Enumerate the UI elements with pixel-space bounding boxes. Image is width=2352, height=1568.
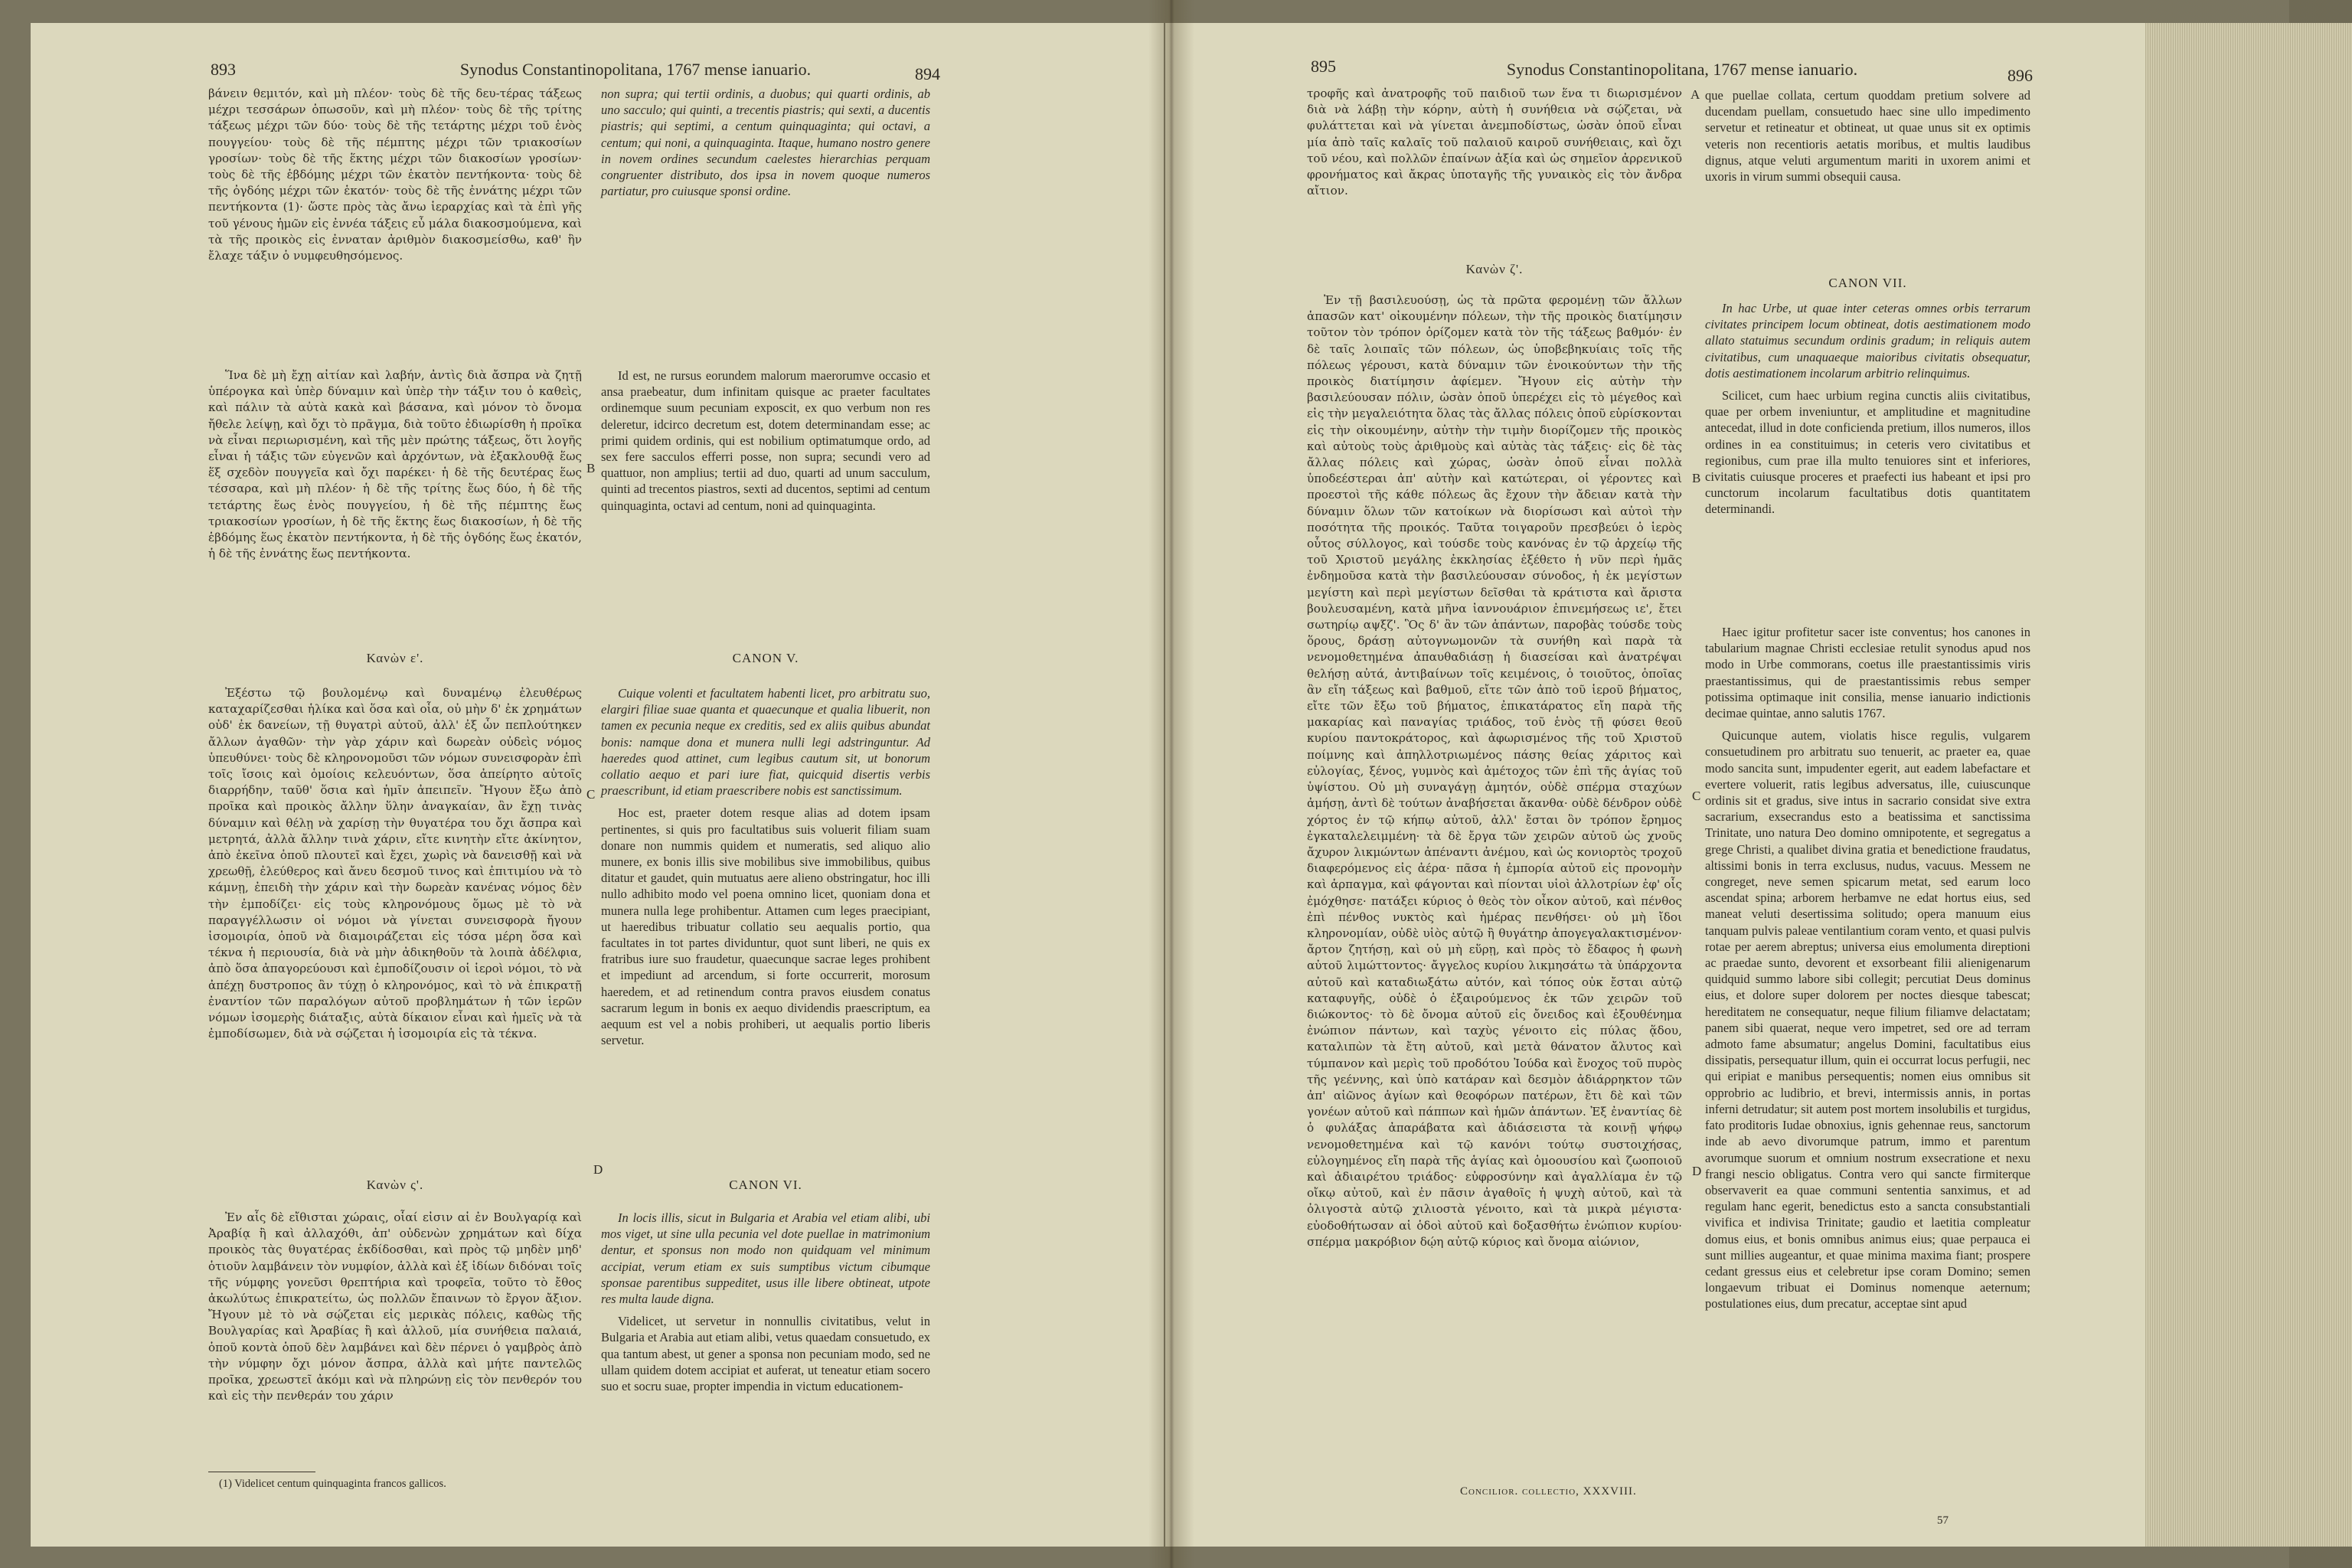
greek-paragraph: βάνειν θεμιτόν, καὶ μὴ πλέον· τοὺς δὲ τῆς δευ-τέρας τάξεως μέχρι τεσσάρων ὁπωσοῦν, καὶ μὴ πλέον· τοὺς δὲ τῆς τρίτης τάξεως μέχρι τῶν δύο· τοὺς δὲ τῆς τετάρτης μέχρι τοῦ ἑνὸς πουγγείου· τοὺς δὲ τῆς πέμπτης μέχρι τῶν τριακοσίων γροσίων· τοὺς δὲ τῆς ἕκτης μέχρι τῶν διακοσίων γροσίων· τοὺς δὲ τῆς ἑβδόμης μέχρι τῶν ἑκατὸν πεντήκοντα· τοὺς δὲ τῆς ὀγδόης μέχρι τῶν ἑκατόν· τοὺς δὲ τῆς ἐννάτης μέχρι τῶν πεντήκοντα (1)· ὥστε πρὸς τὰς ἄνω ἱεραρχίας καὶ τὰ ἐπὶ γῆς τοῦ γένους ἡμῶν εἰς ἐννέα τάξεις εὖ μάλα διακοσμούμενα, καὶ τὰ τῆς προικὸς εἰς ἐνναταν ἀριθμὸν διακοσμείσθω, καθ' ἣν ἔλαχε τάξιν ὁ νυμφευθησόμενος. — [208, 87, 582, 263]
page-number-896: 896 — [2007, 66, 2033, 85]
greek-paragraph: Ἵνα δὲ μὴ ἔχῃ αἰτίαν καὶ λαβήν, ἀντὶς διὰ ἄσπρα νὰ ζητῇ ὑπέρογκα καὶ ὑπὲρ δύναμιν καὶ ὑπὲρ τὴν τάξιν του ὁ καθεὶς, καὶ πάλιν τὰ αὐτὰ κακὰ καὶ βάσανα, καὶ μόνον τὸ ὄνομα ἤθελε λείψῃ, καὶ ὄχι τὸ πρᾶγμα, διὰ τοῦτο ἐδιωρίσθη ἡ προῖκα νὰ εἶναι περιωρισμένη, καὶ τῆς μὲν πρώτης τάξεως, ὅτι λογῆς εἶναι ἡ τάξις τῶν εὐγενῶν καὶ ἀρχόντων, νὰ ἐξακλουθᾷ ἕως ἕξ σχεδὸν πουγγεῖα καὶ ὄχι παρέκει· ἡ δὲ τῆς δευτέρας ἕως τέσσαρα, καὶ μὴ πλέον· ἡ δὲ τῆς τρίτης ἕως δύο, ἡ δὲ τῆς τετάρτης ἕως ἑνὸς πουγγείου, ἡ δὲ τῆς πέμπτης ἕως τριακοσίων γροσίων, ἡ δὲ τῆς ἕκτης ἕως διακοσίων, ἡ δὲ τῆς ἑβδόμης ἕως ἑκατὸν πεντήκοντα, ἡ δὲ τῆς ὀγδόης ἕως ἑκατόν, ἡ δὲ τῆς ἐννάτης ἕως πεντήκοντα. — [208, 368, 582, 561]
footnote: (1) Videlicet centum quinquaginta francos gallicos. — [219, 1478, 446, 1490]
greek-paragraph: Ἐν τῇ βασιλευούσῃ, ὡς τὰ πρῶτα φερομένῃ τῶν ἄλλων ἁπασῶν κατ' οἰκουμένην πόλεων, τὴν τῆς προικὸς διατίμησιν τοῦτον τὸν τρόπον ὁρίζομεν κατὰ τὸν τῆς τάξεως βαθμόν· ἐν δὲ ταῖς λοιπαῖς τῶν πόλεων, ὡς ὑποβεβηκυίαις τοῖς τῆς πόλεως γέρουσι, κατὰ δύναμιν τῶν ἐνοικούντων τὴν τῆς προικὸς διατίμησιν ἀφίεμεν. Ἤγουν εἰς αὐτὴν τὴν βασιλεύουσαν πόλιν, ὡσὰν ὁποῦ ὑπερέχει εἰς τὸ μέγεθος καὶ εἰς τὴν μεγαλειότητα ὅλας τὰς ἄλλας πόλεις ὁποῦ εὑρίσκονται εἰς τὴν οἰκουμένην, αὐτὴν τὴν τιμὴν διορίζομεν τῆς προικὸς καὶ αὐτοὺς τοὺς ἀριθμοὺς καὶ αὐτὰς τὰς τάξεις· εἰς δὲ τὰς ἄλλας πόλεις καὶ χώρας, ὡσὰν ὁποῦ εἶναι πολλὰ ὑποδεέστεραι ἀπ' αὐτὴν καὶ κατώτεραι, οἱ γέροντες καὶ προεστοὶ τῆς κάθε πόλεως ἂς ἔχουν τὴν ἄδειαν κατὰ τὴν δύναμιν ὅλων τῶν κατοίκων νὰ διορίσωσι καὶ αὐτοὶ τὴν ποσότητα τῆς προικός. Ταῦτα τοιγαροῦν πρεσβεύει ὁ ἱερὸς οὗτος σύλλογος, καὶ τούσδε τοὺς κανόνας ἐν τῷ ἀρχείῳ τῆς τοῦ Χριστοῦ μεγάλης ἐκκλησίας ἐξέθετο ἡ νῦν περὶ ἡμᾶς ἐνδημοῦσα κατὰ τὴν βασιλεύουσαν σύνοδος, ἡ ἐκ μεγίστων μεγίστη καὶ περὶ μεγίστων δεῖσθαι τὰ κράτιστα καὶ ἄριστα βουλευσαμένη, κατὰ μῆνα ἰαννουάριον ἐπινεμήσεως ιε', ἔτει σωτηρίῳ αψξζ'. Ὃς δ' ἂν τῶν ἁπάντων, παροβὰς τούσδε τοὺς ὅρους, δράσῃ αὐτογνωμονῶν τὰ συνήθη καὶ παρὰ τὰ νενομοθετημένα ἀπαυθαδιάσῃ ἡ διασείσαι καὶ ἀνατρέψαι θελήσῃ αὐτά, ἀντιβαίνων τοῖς κειμένοις, ὁ τοιοῦτος, ὁποῖας ἂν εἴη τάξεως καὶ βαθμοῦ, εἴτε τῶν ἀπὸ τοῦ ἱεροῦ βήματος, εἴτε τῶν ἔξω τοῦ βήματος, ἐπικατάρατος εἴη παρὰ τῆς μακαρίας καὶ παναγίας τριάδος, τοῦ ἑνὸς τῇ φύσει θεοῦ κυρίου παντοκράτορος, καὶ ἀφωρισμένος τῆς τοῦ Χριστοῦ ποίμνης καὶ ἀπηλλοτριωμένος πάσης θείας χάριτος καὶ εὐλογίας, ξένος, γυμνὸς καὶ ἀμέτοχος τῶν ἐπὶ τῆς ἁγίας τοῦ ὑψίστου. Οὐ μὴ συναγάγῃ ἀμητόν, οὐδὲ σπέρμα σταχύων ἀμήσῃ, ἀντὶ δὲ τούτων ἀναβήσεται ἄκανθα· οὐδὲ δένδρον οὐδὲ χόρτος ἐν τῷ κήπῳ αὐτοῦ, ἀλλ' ἔσται ὃν τρόπον ἔρημος ἐγκαταλελειμμένη· τὰ δὲ ἔργα τῶν χειρῶν αὐτοῦ ὡς χνοῦς ἄχυρον λικμώντων ἀπέναντι ἀνέμου, καὶ ὡς κονιορτὸς τροχοῦ διαφερόμενος εἰς ἀέρα· πᾶσα ἡ ἐμπορία αὐτοῦ εἰς προνομὴν καὶ ἁρπαγμα, καὶ φάγονται καὶ πίονται υἱοὶ ἀλλοτρίων ἐφ' οἷς ἐμόχθησε· πατάξει κύριος ὁ θεὸς τὸν οἶκον αὐτοῦ, καὶ πένθος ἐπὶ πένθος νυκτὸς καὶ ἡμέρας πενθήσει· οὐ μὴ ἴδοι κληρονομίαν, οὐδὲ υἱὸς αὐτῷ ἢ θυγάτηρ ἀπογεγαλακτισμένον· ἄρτον ζητήσῃ, καὶ οὐ μὴ εὕρῃ, καὶ πρὸς τὸ ἔδαφος ἡ φωνὴ αὐτοῦ λιμώττοντος· ἄγγελος κυρίου λικμησάτω τὰ ὑπάρχοντα αὐτοῦ καὶ καταδιωξάτω αὐτόν, καὶ τόπος οὐκ ἔσται αὐτῷ καταφυγῆς, οὐδὲ ὁ ἐξαιρούμενος ἐκ τῶν χειρῶν τοῦ διώκοντος· τὸ δὲ ὄνομα αὐτοῦ εἰς ὄνειδος καὶ ἐξουθένημα ἐνώπιον πάντων, καὶ ταχὺς γένοιτο εἰς πύλας ᾅδου, καταλιπὼν τὰ ἔτη αὐτοῦ, καὶ μετὰ θάνατον ἄλυτος καὶ τύμπανον καὶ μερὶς τοῦ προδότου Ἰούδα καὶ ἔνοχος τοῦ πυρὸς τῆς γεέννης, καὶ ὑπὸ κατάραν καὶ δεσμὸν ἀδιάρρηκτον τῶν ἀπ' αἰῶνος ἁγίων καὶ θεοφόρων πατέρων, ἔτι δὲ καὶ τῶν γονέων αὐτοῦ καὶ πάππων καὶ ἡμῶν ἁπάντων. Ἐξ ἐναντίας δὲ ὁ φυλάξας ἀπαράβατα καὶ ἀδιάσειστα τὰ κοινῇ ψήφῳ νενομοθετημένα καὶ τῷ κανόνι τούτῳ συστοιχήσας, εὐλογημένος εἴη παρὰ τῆς ἁγίας καὶ ὁμοουσίου καὶ ζωοποιοῦ καὶ ἀδιαιρέτου τριάδος· εὐφροσύνην καὶ ἀγαλλίαμα ἐν τῷ οἴκῳ αὐτοῦ, καὶ ἐν πᾶσιν ἀγαθοῖς ἡ ψυχὴ αὐτοῦ, καὶ τὰ ὀλιγοστὰ αὐτῷ χιλιοστὰ γένοιτο, καὶ τὰ μικρὰ μέγιστα· εὐοδοθήτωσαν αἱ ὁδοὶ αὐτοῦ καὶ δοξασθήτω ἐνώπιον κυρίου· σπέρμα μακρόβιον δῴη αὐτῷ κύριος καὶ ὄνομα αἰώνιον, — [1307, 293, 1682, 1249]
greek-paragraph: Ἐξέστω τῷ βουλομένῳ καὶ δυναμένῳ ἐλευθέρως καταχαρίζεσθαι ἡλίκα καὶ ὅσα καὶ οἷα, οὐ μὴν δ' ἐκ χρημάτων οὐδ' ἐκ δανείων, τῇ θυγατρὶ αὐτοῦ, ἀλλ' ἐξ ὧν πεπλούτηκεν ἄλλων ἀγαθῶν· τὴν γὰρ χάριν καὶ δωρεὰν οὐδεὶς νόμος ὑπευθύνει· τοὺς δὲ κληρονομοῦσι τῶν νόμων συνεισφορὰν ἐπὶ τοῖς ἴσοις καὶ ὁμοίοις κελευόντων, ὅσα ἀπείρητο αὐτοῖς διαρρήδην, ταῦθ' ὅσια καὶ ἡμῖν ἀπειπεῖν. Ἤγουν ἔξω ἀπὸ προῖκα καὶ προικὸς ἄλλην ὕλην ἀναγκαίαν, ἂν ἔχῃ τινὰς δύναμιν καὶ θέλῃ νὰ χαρίσῃ τὴν θυγατέρα του ὄχι ἄσπρα καὶ μετρητά, ἀλλὰ ἄλλην τινὰ χάριν, εἴτε κινητὴν εἴτε ἀκίνητον, ἀπὸ ἐκεῖνα ὁποῦ πλουτεῖ καὶ ἔχει, χωρὶς νὰ δανεισθῇ καὶ νὰ χρεωθῇ, ἐλεύθερος καὶ ἄνευ δεσμοῦ τινος καὶ ἐπιτιμίου νὰ τὸ κάμνῃ, ἐπειδὴ τὴν χάριν καὶ τὴν δωρεὰν κανένας νόμος δὲν τὴν ἐμποδίζει· εἰς τοὺς κληρονόμους ὅμως μὲ τὸ νὰ παραγγέλλωσιν οἱ νόμοι νὰ γίνεται συνεισφορὰ ἤγουν ἰσομοιρία, ὁποῦ νὰ διαμοιράζεται εἰς τόσα μέρη ὅσα καὶ τέκνα ἡ περιουσία, διὰ νὰ μὴν ἀδικηθοῦν τὰ λοιπὰ ἀδέλφια, ἀπὸ ὅσα ἀπαγορεύουσι καὶ ἐμποδίζουσιν οἱ ἱεροὶ νόμοι, τὸ νὰ ἀπέχῃ δυστροπος ἂν τύχῃ ὁ κληρονόμος, καὶ τὸ νὰ ἐπικρατῇ ἐναντίον τῶν παραλόγων αὐτοῦ προβλημάτων ἡ τῶν ἱερῶν νόμων ἰσομερὴς διάταξις, αὐτὰ δίκαιον εἶναι καὶ ἡμεῖς νὰ τὰ ἐμποδίσωμεν, διὰ νὰ σῴζεται ἡ ἰσομοιρία εἰς τὰ τέκνα. — [208, 686, 582, 1041]
latin-paragraph: In locis illis, sicut in Bulgaria et Arabia vel etiam alibi, ubi mos viget, ut sine ulla pecunia vel dote puellae in matrimonium dentur, et sponsus non modo non quidquam vel minimum accipiat, verum etiam ex suis sumptibus victum cibumque sponsae parentibus suppeditet, usus ille libere obtineat, utpote res multa laude digna. — [601, 1210, 930, 1307]
latin-paragraph: Id est, ne rursus eorundem malorum maerorumve occasio et ansa praebeatur, dum infinitam quisque ac praeter facultates ordinemque suum pecuniam exposcit, ex quo verbum non res deleretur, idcirco decretum est, dotem determinandam esse; ac primi quidem ordinis, qui est nobilium optimatumque ordo, ad sex fere sacculos efferri posse, non supra; secundi vero ad quattuor, non amplius; tertii ad duo, quarti ad unum sacculum, quinti ad trecentos piastros, sexti ad ducentos, septimi ad centum quinquaginta, octavi ad centum, noni ad quinquaginta. — [601, 368, 930, 513]
canon-6-latin-title: CANON VI. — [729, 1178, 802, 1192]
canon-6-latin-text — [601, 1210, 930, 1400]
latin-paragraph: Videlicet, ut servetur in nonnullis civitatibus, velut in Bulgaria et Arabia aut etiam alibi, vetus quaedam consuetudo, ex qua tantum abest, ut gener a sponsa non pecuniam modo, sed ne ullam quidem dotem accipiat et auferat, ut teneatur etiam socero suo et socru suae, propter impendia in victum educationem- — [601, 1314, 930, 1394]
latin-text-mid — [601, 368, 930, 520]
canon-5-latin-title: CANON V. — [732, 651, 799, 665]
page-number-893: 893 — [211, 60, 236, 79]
book-page-edges — [2144, 23, 2352, 1547]
margin-letter-d: D — [593, 1162, 603, 1177]
canon-5-greek-title: Κανὼν ε'. — [366, 651, 424, 665]
left-page — [31, 23, 1164, 1547]
latin-paragraph: In hac Urbe, ut quae inter ceteras omnes orbis terrarum civitates principem locum obtineat, dotis aestimationem modo allato statuimus secundum ordinis gradum; in reliquis autem civitatibus, cum unaquaeque maioribus civitatis obsequatur, dotis aestimationem incolarum arbitrio relinquimus. — [1705, 301, 2030, 381]
latin-paragraph: Haec igitur profitetur sacer iste conventus; hos canones in tabularium magnae Christi ecclesiae retulit synodus apud nos modo in Urbe commorans, coetus ille praestantissimis viris praestantissimus, qui de praestantissimis rebus semper potissima optimaque init consilia, mense ianuario indictionis decimae quintae, anno salutis 1767. — [1705, 625, 2030, 721]
latin-paragraph: Scilicet, cum haec urbium regina cunctis aliis civitatibus, quae per orbem inveniuntur, et amplitudine et magnitudine antecedat, illud in dote conficienda pretium, illos numeros, illos ordines in ea constituimus; in ceteris vero civitatibus et regionibus, cum prae illa multo tenuiores sint et inferiores, civitatis cuiusque proceres et praefecti ius habeant et ipsi pro cunctorum incolarum facultatibus dotis quantitatem determinandi. — [1705, 388, 2030, 517]
page-number-894: 894 — [915, 64, 940, 83]
latin-text-top-right — [1705, 87, 2030, 191]
signature-mark: Concilior. collectio, XXXVIII. — [1460, 1485, 1637, 1498]
running-head-left: Synodus Constantinopolitana, 1767 mense ianuario. — [459, 60, 812, 79]
latin-paragraph: que puellae collata, certum quoddam pretium solvere ad ducendam puellam, consuetudo haec sine ullo impedimento servetur et retineatur et obtineat, ut quae unus sit ex optimis veteris non recentioris aetatis moribus, et multis laudibus dignus, atque veluti argumentum mariti in uxorem animi et uxoris in virum summi obsequii causa. — [1705, 88, 2030, 185]
right-page — [1165, 23, 2145, 1547]
margin-letter-d: D — [1692, 1164, 1702, 1178]
canon-7-greek-text — [1307, 292, 1682, 1256]
margin-letter-c: C — [586, 787, 596, 802]
margin-letter-b: B — [586, 461, 596, 475]
canon-7-greek-title: Κανὼν ζ'. — [1465, 262, 1524, 276]
greek-text-top — [208, 86, 582, 270]
page-number-895: 895 — [1311, 57, 1336, 76]
canon-7-latin-text — [1705, 300, 2030, 524]
folio-number: 57 — [1937, 1514, 1949, 1527]
left-page-header — [31, 60, 1164, 106]
canon-5-greek-text — [208, 685, 582, 1048]
latin-paragraph: non supra; qui tertii ordinis, a duobus; qui quarti ordinis, ab uno sacculo; qui quinti, a trecentis piastris; qui sexti, a ducentis piastris; qui septimi, a centum quinquaginta; qui octavi, a centum; qui noni, a quinquaginta. Itaque, humano nostro genere in novem ordines secundum caelestes hierarchias perquam congruenter distributo, dos ipsa in novem quoque numeros partiatur, pro cuiusque sponsi ordine. — [601, 87, 930, 199]
margin-letter-a: A — [1690, 87, 1700, 102]
greek-text-top-right — [1307, 86, 1682, 205]
latin-paragraph: Quicunque autem, violatis hisce regulis, vulgarem consuetudinem pro arbitratu suo tenuerit, ac praeter ea, quae modo sancita sunt, impudenter egerit, aut eadem labefactare et evertere voluerit, ratis legibus adversatus, ille, cuiuscunque ordinis sit et gradus, sive intus in sacrario considat sive extra sacrarium, exsecrandus esto a beatissima et sanctissima Trinitate, uno natura Deo domino omnipotente, et segregatus a grege Christi, a qualibet divina gratia et benedictione fraudatus, altissimi bonis in terra exclusus, nudus, vacuus. Messem ne congreget, neve semen spicarum metat, sed earum loco ascendat spina; arborem herbamve ne edat hortus eius, sed maneat veluti desertissima solitudo; opera manuum eius tanquam pulvis paleae ventilantium coram vento, et quasi pulvis rotae per aerem abreptus; universa eius emolumenta direptioni ac praedae sunto, devorent et exsorbeant filii alienigenarum quidquid summo labore sibi collegit; percutiat Deus dominus eius, et dolore super dolorem per noctes diesque tabescat; hereditatem ne consequatur, neque filium filiamve delactatam; panem sibi quaerat, neque vero impetret, sed ore ad terram admoto fame absumatur; angelus Domini, facultatibus eius dissipatis, persequatur illum, quin ei occurrat locus perfugii, nec qui eripiat e manibus persequentis; nomen eius omnibus sit opprobrio ac ludibrio, et brevi, intermissis annis, in portas inferni detrudatur; sit autem post mortem insolubilis et turgidus, fato proditoris Iudae obnoxius, ignis gehennae reus, sanctorum inde ab aevo divorumque patrum, immo et parentum avorumque suorum et omnium nostrum exsecratione et nexu frangi nescio obligatus. Contra vero qui sancte firmiterque observaverit ea quae communi sententia sanximus, et ad regulam hanc egerit, benedictus esto a sancta consubstantiali vivifica et indivisa Trinitate; gaudio et laetitia compleatur domus eius, et bonis omnibus animus eius; quae perpauca ei sunt millies augeantur, et quae minima maxima fiant; prospere cedant gressus eius et celebretur ipse coram Domino; semen longaevum tribuat ei Dominus nomenque aeternum; postulationes eius, dum precatur, acceptae sint apud — [1705, 728, 2030, 1312]
canon-5-latin-text — [601, 685, 930, 1054]
greek-text-mid — [208, 368, 582, 568]
running-head-right: Synodus Constantinopolitana, 1767 mense ianuario. — [1506, 60, 1858, 79]
margin-letter-c: C — [1692, 789, 1701, 803]
greek-paragraph: τροφῆς καὶ ἀνατροφῆς τοῦ παιδιοῦ των ἕνα τι διωρισμένον διὰ νὰ λάβῃ τὴν κόρην, αὐτὴ ἡ συνήθεια νὰ σῴζεται, νὰ φυλάττεται καὶ νὰ γίνεται ἀνεμποδίστως, ὡσὰν ὁποῦ εἶναι μία ἀπὸ ταῖς καλαῖς τοῦ παλαιοῦ καιροῦ συνήθειαις, καὶ ὄχι τοῦ νέου, καὶ πολλῶν ἐπαίνων ἀξία καὶ ὡς σημεῖον ἀρρενικοῦ φρονήματος καὶ ἄκρας ὑποταγῆς τῆς γυναικὸς εἰς τὸν ἄνδρα αἴτιον. — [1307, 87, 1682, 198]
canon-6-greek-text — [208, 1210, 582, 1410]
latin-text-top — [601, 86, 930, 205]
greek-paragraph: Ἐν αἷς δὲ εἴθισται χώραις, οἷαί εἰσιν αἱ ἐν Βουλγαρίᾳ καὶ Ἀραβίᾳ ἢ καὶ ἀλλαχόθι, ἀπ' οὐδενὼν χρημάτων καὶ δίχα προικὸς τὰς θυγατέρας ἐκδίδοσθαι, καὶ πρὸς τῷ μηδὲν μηδ' ὁτιοῦν λαμβάνειν τὸν νυμφίον, ἀλλὰ καὶ ἐξ ἰδίων διδόναι τοῖς τῆς νύμφης γονεῦσι θρεπτήρια καὶ τροφεῖα, τοῦτο τὸ ἔθος ἀκωλύτως ἐπικρατείτω, ὡς πολλῶν ἔπαινων τὸ ἔργον ἄξιον. Ἤγουν μὲ τὸ νὰ σῴζεται εἰς μερικὰς πόλεις, καθὼς τῆς Βουλγαρίας καὶ Ἀραβίας ἢ καὶ ἀλλοῦ, μία συνήθεια παλαιά, ὁποῦ κοντὰ ὁποῦ δὲν λαμβάνει καὶ δὲν πέρνει ὁ γαμβρὸς ἀπὸ τὴν νύμφην ὄχι μόνον ἄσπρα, ἀλλὰ καὶ μήτε παντελῶς προῖκα, χρεωστεῖ ἀκόμι καὶ νὰ πληρώνῃ εἰς τὸν πενθερόν του καὶ εἰς τὴν πενθεράν του χάριν — [208, 1210, 582, 1403]
latin-paragraph: Cuique volenti et facultatem habenti licet, pro arbitratu suo, elargiri filiae suae quanta et quaecunque et qualia libuerit, non tamen ex pecunia neque ex creditis, sed ex aliis quibus abundat bonis: namque dona et munera nulli legi adstringuntur. Ad haeredes quod attinet, cum legibus cautum sit, ut bonorum collatio aequo et pari iure fiat, quicquid disertis verbis praescribunt, id etiam praescribere nobis est sanctissimum. — [601, 686, 930, 799]
canon-6-greek-title: Κανὼν ς'. — [366, 1178, 424, 1192]
latin-paragraph: Hoc est, praeter dotem resque alias ad dotem ipsam pertinentes, si quis pro facultatibus suis voluerit filiam suam donare non nummis quidem et numeratis, sed aliquo alio munere, ex bonis illis sive mobilibus sive immobilibus, quibus ditatur et gaudet, quin mutuatus aere alieno obstringatur, hoc illi nullo adhibito modo vel poena omnino licet, quoniam dona et munera nulla lege prohibentur. Attamen cum leges praecipiant, ut haeredibus tribuatur collatio seu aequalis portio, qua facultates in tot partes dividuntur, quot sunt liberi, ne quis ex fratribus iure suo fraudetur, quaecunque sacrae leges prohibent et impediunt ad arcendum, si forte occurrerit, morosum haeredem, et ad retinendum contra pravos eiusdem conatus sacrarum legum in bonis ex aequo dividendis praescriptum, ea aequum est vel a nobis prohiberi, ut aequalis portio liberis servetur. — [601, 805, 930, 1048]
margin-letter-b: B — [1692, 471, 1701, 485]
canon-7-latin-title: CANON VII. — [1828, 276, 1907, 290]
latin-conclusion — [1705, 624, 2030, 1318]
